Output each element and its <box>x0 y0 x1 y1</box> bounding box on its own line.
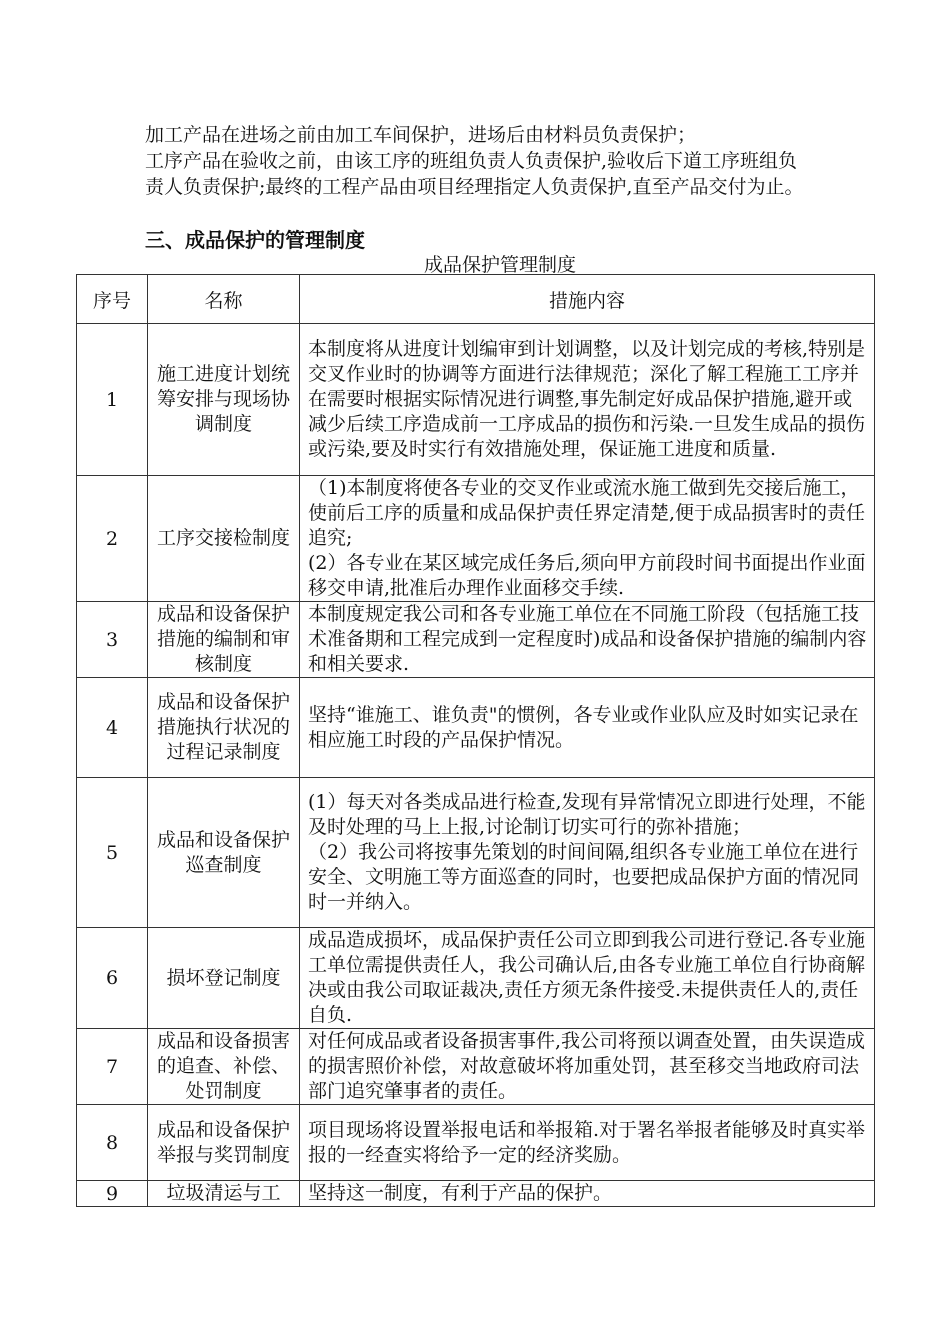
table-row <box>77 1181 875 1207</box>
row-index: 9 <box>77 1181 148 1207</box>
content-paragraph: (1）每天对各类成品进行检查,发现有异常情况立即进行处理，不能及时处理的马上上报,讨论制订切实可行的弥补措施； <box>308 791 866 838</box>
table-header-row <box>77 275 875 324</box>
row-name: 垃圾清运与工 <box>148 1181 300 1207</box>
content-paragraph: （1)本制度将使各专业的交叉作业或流水施工做到先交接后施工，使前后工序的质量和成品保护责任界定清楚,便于成品损害时的责任追究; <box>308 477 866 549</box>
table-row <box>77 928 875 1029</box>
section-heading: 三、成品保护的管理制度 <box>145 228 365 252</box>
table-row <box>77 602 875 678</box>
row-name: 成品和设备保护措施执行状况的过程记录制度 <box>148 678 300 778</box>
content-paragraph: 对任何成品或者设备损害事件,我公司将预以调查处置，由失误造成的损害照价补偿，对故意破坏将加重处罚，甚至移交当地政府司法部门追究肇事者的责任。 <box>308 1030 866 1102</box>
table-row <box>77 476 875 602</box>
row-name: 工序交接检制度 <box>148 476 300 602</box>
table-row <box>77 1029 875 1105</box>
content-paragraph: 坚持这一制度，有利于产品的保护。 <box>308 1182 613 1204</box>
row-content <box>300 1181 875 1207</box>
row-name: 成品和设备保护举报与奖罚制度 <box>148 1105 300 1181</box>
table-row <box>77 778 875 928</box>
row-name: 成品和设备保护巡查制度 <box>148 778 300 928</box>
protection-rules-table <box>76 274 875 1207</box>
row-content <box>300 928 875 1029</box>
row-content <box>300 324 875 476</box>
row-name: 施工进度计划统筹安排与现场协调制度 <box>148 324 300 476</box>
content-paragraph: 本制度将从进度计划编审到计划调整，以及计划完成的考核,特别是交叉作业时的协调等方面进行法律规范；深化了解工程施工工序并在需要时根据实际情况进行调整,事先制定好成品保护措施,避开或减少后续工序造成前一工序成品的损伤和污染.一旦发生成品的损伤或污染,要及时实行有效措施处理，保证施工进度和质量. <box>308 338 866 460</box>
content-paragraph: 本制度规定我公司和各专业施工单位在不同施工阶段（包括施工技术准备期和工程完成到一定程度时)成品和设备保护措施的编制内容和相关要求. <box>308 603 867 675</box>
row-content <box>300 476 875 602</box>
content-paragraph: 坚持“谁施工、谁负责"的惯例，各专业或作业队应及时如实记录在相应施工时段的产品保护情况。 <box>308 703 859 751</box>
table-row <box>77 324 875 476</box>
row-index: 5 <box>77 778 148 928</box>
row-content <box>300 1105 875 1181</box>
row-name: 成品和设备保护措施的编制和审核制度 <box>148 602 300 678</box>
content-paragraph: 项目现场将设置举报电话和举报箱.对于署名举报者能够及时真实举报的一经查实将给予一定的经济奖励。 <box>308 1118 866 1166</box>
header-name: 名称 <box>148 275 300 324</box>
row-name: 成品和设备损害的追查、补偿、处罚制度 <box>148 1029 300 1105</box>
intro-paragraph: 工序产品在验收之前，由该工序的班组负责人负责保护,验收后下道工序班组负责人负责保护;最终的工程产品由项目经理指定人负责保护,直至产品交付为止。 <box>145 150 804 198</box>
row-name: 损坏登记制度 <box>148 928 300 1029</box>
content-paragraph: （2）我公司将按事先策划的时间间隔,组织各专业施工单位在进行安全、文明施工等方面巡查的同时，也要把成品保护方面的情况同时一并纳入。 <box>308 841 860 913</box>
row-index: 8 <box>77 1105 148 1181</box>
intro-paragraph: 加工产品在进场之前由加工车间保护，进场后由材料员负责保护； <box>145 124 697 146</box>
row-index: 6 <box>77 928 148 1029</box>
intro-text <box>145 122 805 200</box>
table-caption: 成品保护管理制度 <box>423 254 576 276</box>
row-content <box>300 778 875 928</box>
content-paragraph: (2）各专业在某区域完成任务后,须向甲方前段时间书面提出作业面移交申请,批准后办理作业面移交手续. <box>308 552 866 599</box>
row-index: 7 <box>77 1029 148 1105</box>
content-paragraph: 成品造成损坏，成品保护责任公司立即到我公司进行登记.各专业施工单位需提供责任人，我公司确认后,由各专业施工单位自行协商解决或由我公司取证裁决,责任方须无条件接受.未提供责任人的,责任自负. <box>308 929 866 1026</box>
header-index: 序号 <box>77 275 148 324</box>
row-index: 2 <box>77 476 148 602</box>
row-content <box>300 678 875 778</box>
header-content: 措施内容 <box>300 275 875 324</box>
row-content <box>300 1029 875 1105</box>
row-index: 1 <box>77 324 148 476</box>
row-index: 3 <box>77 602 148 678</box>
row-index: 4 <box>77 678 148 778</box>
table-row <box>77 678 875 778</box>
table-row <box>77 1105 875 1181</box>
row-content <box>300 602 875 678</box>
